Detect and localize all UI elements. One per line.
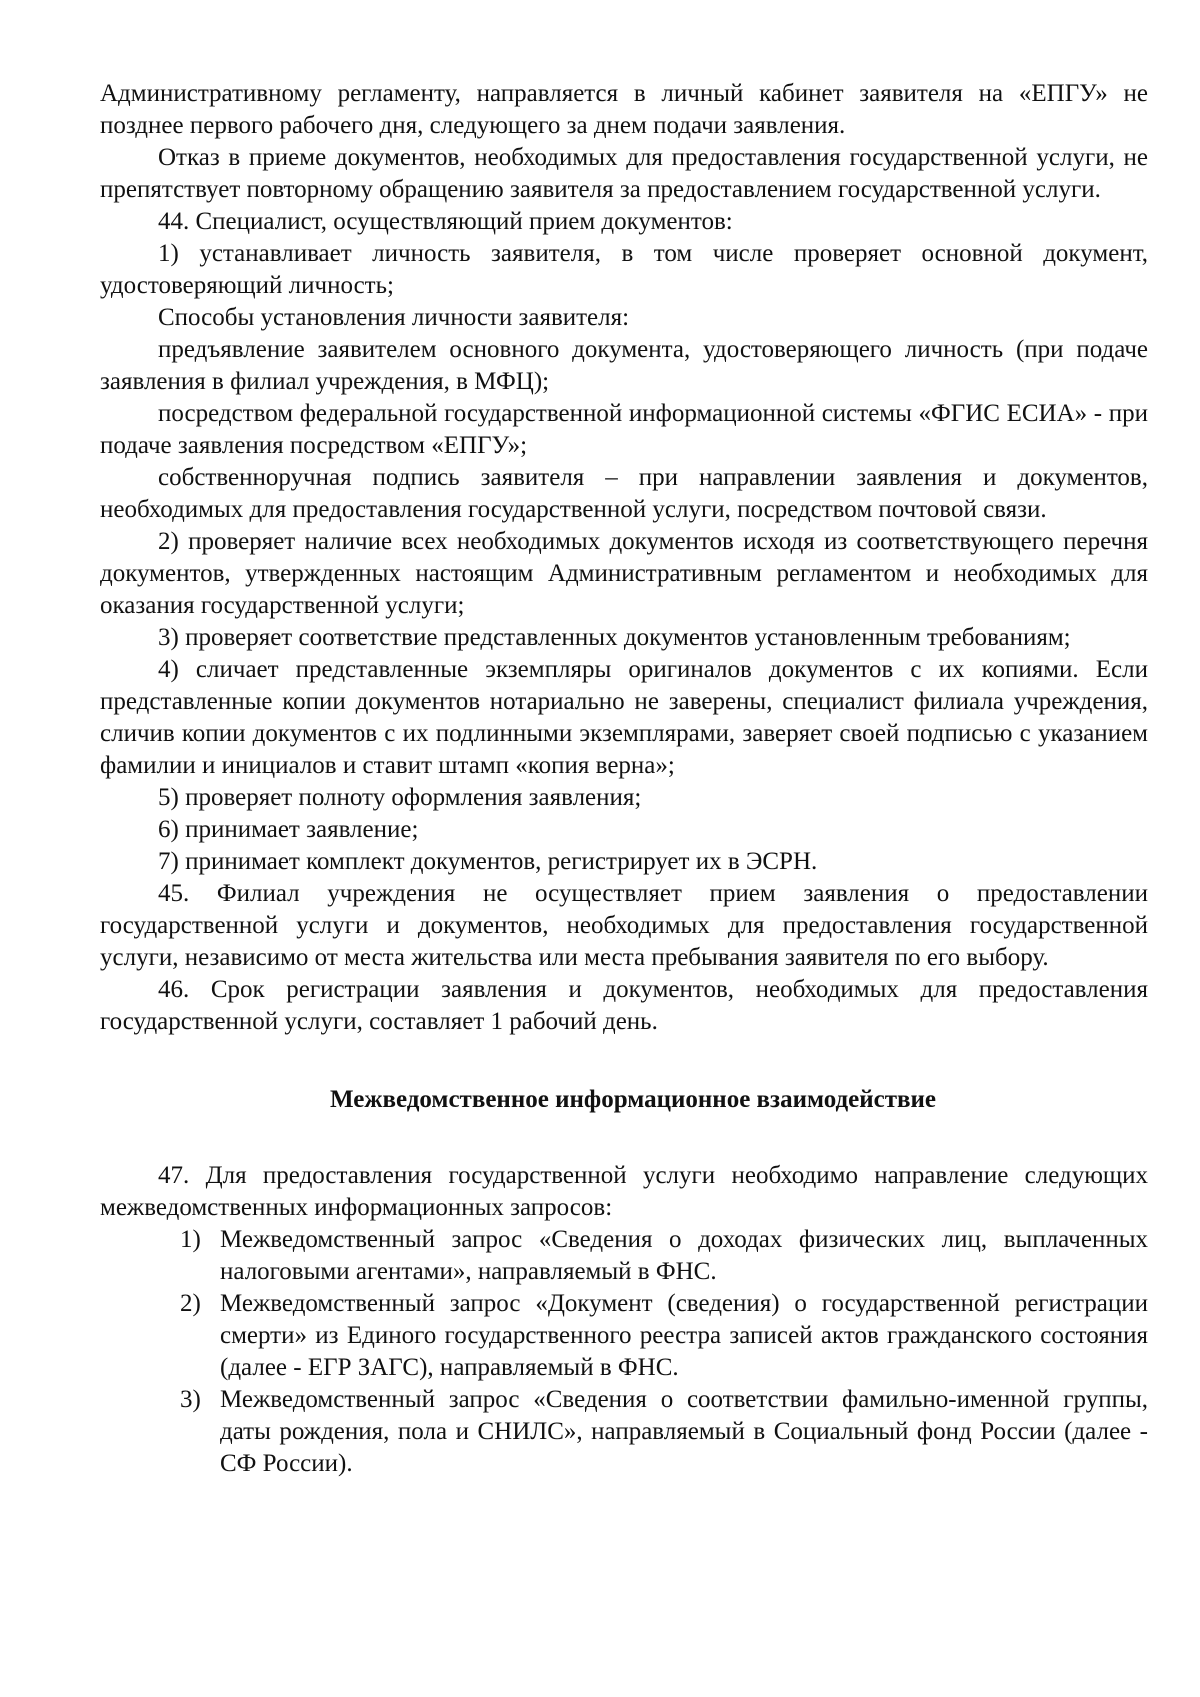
identity-method-signature: собственноручная подпись заявителя – при направлении заявления и документов, необходимых для предоставления государственной услуги, посредством почтовой связи. [100,464,1148,523]
item-44-4: 4) сличает представленные экземпляры оригиналов документов с их копиями. Если представленные копии документов нотариально не заверены, специалист филиала учреждения, сличив копии документов с их подлинными экземплярами, заверяет своей подписью с указанием фамилии и инициалов и ставит штамп «копия верна»; [100,656,1148,779]
item-44-5: 5) проверяет полноту оформления заявления; [158,784,642,811]
paragraph-refusal: Отказ в приеме документов, необходимых для предоставления государственной услуги, не препятствует повторному обращению заявителя за предоставлением государственной услуги. [100,144,1148,203]
request-item [100,1384,1148,1480]
request-number: 1) [180,1226,201,1253]
paragraph-46: 46. Срок регистрации заявления и документов, необходимых для предоставления государственной услуги, составляет 1 рабочий день. [100,976,1148,1035]
request-text: Межведомственный запрос «Сведения о доходах физических лиц, выплаченных налоговыми агентами», направляемый в ФНС. [220,1226,1148,1285]
paragraph-continuation: Административному регламенту, направляется в личный кабинет заявителя на «ЕПГУ» не позднее первого рабочего дня, следующего за днем подачи заявления. [100,80,1148,139]
paragraph-44: 44. Специалист, осуществляющий прием документов: [158,208,733,235]
identity-method-document: предъявление заявителем основного документа, удостоверяющего личность (при подаче заявления в филиал учреждения, в МФЦ); [100,336,1148,395]
paragraph-45: 45. Филиал учреждения не осуществляет прием заявления о предоставлении государственной услуги и документов, необходимых для предоставления государственной услуги, независимо от места жительства или места пребывания заявителя по его выбору. [100,880,1148,971]
paragraph-47: 47. Для предоставления государственной услуги необходимо направление следующих межведомственных информационных запросов: [100,1162,1148,1221]
identity-method-esia: посредством федеральной государственной информационной системы «ФГИС ЕСИА» - при подаче заявления посредством «ЕПГУ»; [100,400,1148,459]
item-44-2: 2) проверяет наличие всех необходимых документов исходя из соответствующего перечня документов, утвержденных настоящим Административным регламентом и необходимых для оказания государственной услуги; [100,528,1148,619]
item-44-6: 6) принимает заявление; [158,816,419,843]
request-item [100,1288,1148,1384]
item-44-7: 7) принимает комплект документов, регистрирует их в ЭСРН. [158,848,818,875]
request-number: 3) [180,1386,201,1413]
requests-list [100,1224,1148,1480]
request-text: Межведомственный запрос «Документ (сведения) о государственной регистрации смерти» из Единого государственного реестра записей актов гражданского состояния (далее - ЕГР ЗАГС), направляемый в ФНС. [220,1290,1148,1381]
request-number: 2) [180,1290,201,1317]
request-text: Межведомственный запрос «Сведения о соответствии фамильно-именной группы, даты рождения, пола и СНИЛС», направляемый в Социальный фонд России (далее - СФ России). [220,1386,1148,1477]
item-44-1: 1) устанавливает личность заявителя, в том числе проверяет основной документ, удостоверяющий личность; [100,240,1148,299]
section-heading: Межведомственное информационное взаимодействие [330,1086,936,1113]
paragraph-identity-methods: Способы установления личности заявителя: [158,304,630,331]
request-item [100,1224,1148,1288]
item-44-3: 3) проверяет соответствие представленных документов установленным требованиям; [158,624,1071,651]
